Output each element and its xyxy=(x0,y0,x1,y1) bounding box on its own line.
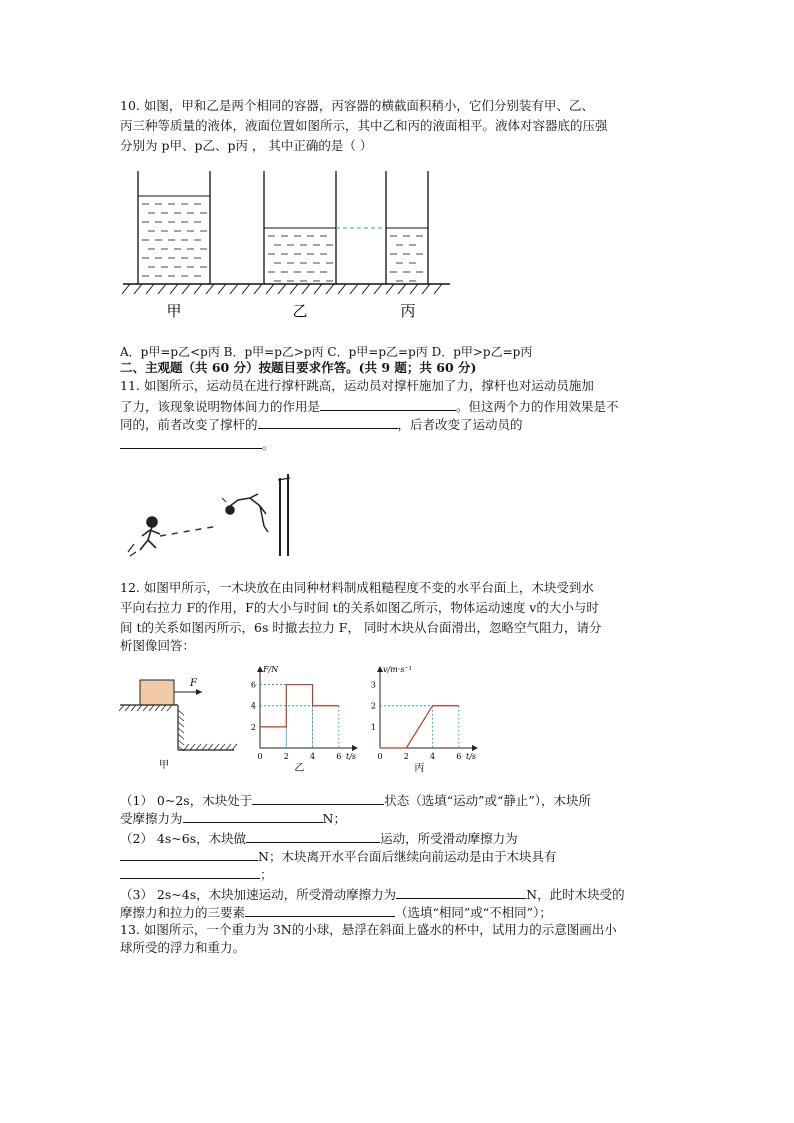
label-jia: 甲 xyxy=(166,302,182,320)
q10-line-1: 10. 如图，甲和乙是两个相同的容器，丙容器的横截面积稍小，它们分别装有甲、乙、 xyxy=(120,98,594,113)
ground-hatch xyxy=(410,284,418,294)
floor-hatch xyxy=(190,744,195,750)
pole-trajectory xyxy=(160,526,218,536)
q12-blank-6[interactable] xyxy=(396,884,526,899)
q12-sub3c: 摩擦力和拉力的三要素 xyxy=(120,905,246,920)
q12-line-1: 12. 如图甲所示，一木块放在由同种材料制成粗糙程度不变的水平台面上，木块受到水 xyxy=(120,580,594,595)
q12-blank-4[interactable] xyxy=(120,846,258,861)
wood-block xyxy=(140,680,174,705)
floor-hatch xyxy=(208,744,213,750)
ground-hatch xyxy=(254,284,262,294)
q12-sub2b: 运动，所受滑动摩擦力为 xyxy=(380,831,518,846)
table-hatch xyxy=(131,705,136,711)
q12-sub3d: （选填“相同”或“不相同”）； xyxy=(395,905,552,920)
table-hatch xyxy=(137,705,142,711)
fig-label-jia: 甲 xyxy=(159,760,169,771)
floor-hatch xyxy=(214,744,219,750)
q11-blank-2[interactable] xyxy=(258,414,398,429)
q12-line-3: 间 t的关系如图丙所示，6s 时撤去拉力 F， 同时木块从台面滑出，忽略空气阻力，请分 xyxy=(120,620,602,635)
q12-line-4: 析图像回答： xyxy=(120,638,196,653)
y-tick-label: 1 xyxy=(370,722,376,732)
ground-hatch xyxy=(242,284,250,294)
section-2-heading: 二、主观题（共 60 分）按题目要求作答。(共 9 题；共 60 分) xyxy=(120,360,477,375)
ground-hatch xyxy=(326,284,334,294)
pole-vault-figure xyxy=(118,470,308,560)
ground-hatch xyxy=(194,284,202,294)
x-tick-label: 0 xyxy=(377,752,383,761)
table-hatch xyxy=(167,705,172,711)
ground-hatch xyxy=(290,284,298,294)
y-tick-label: 3 xyxy=(370,680,376,690)
q12-sub3a: （3） 2s~4s，木块加速运动，所受滑动摩擦力为 xyxy=(120,887,397,902)
x-axis-arrow xyxy=(352,745,358,751)
containers-figure xyxy=(118,166,458,326)
table-hatch xyxy=(178,740,184,745)
q12-sub1d: N； xyxy=(322,811,346,826)
table-hatch xyxy=(178,728,184,733)
container-bing xyxy=(386,171,428,284)
ground-hatch xyxy=(386,284,394,294)
x-tick-label: 2 xyxy=(403,752,409,761)
x-tick-label: 6 xyxy=(336,752,342,761)
runner-sketch xyxy=(128,517,160,556)
ground-hatch xyxy=(362,284,370,294)
y-tick-label: 6 xyxy=(250,680,256,690)
q11-line-2b: 。但这两个力的作用效果是不 xyxy=(456,399,619,414)
ground-hatch xyxy=(434,284,442,294)
ground-hatch xyxy=(170,284,178,294)
ground-hatch xyxy=(182,284,190,294)
q12-sub1c: 受摩擦力为 xyxy=(120,811,183,826)
floor-hatch xyxy=(220,744,225,750)
table-hatch xyxy=(125,705,130,711)
table-hatch xyxy=(155,705,160,711)
force-label: F xyxy=(190,678,197,689)
velocity-time-chart xyxy=(364,664,484,772)
y-tick-label: 2 xyxy=(250,722,256,732)
table-hatch xyxy=(149,705,154,711)
q12-sub3b: N，此时木块受的 xyxy=(526,887,625,902)
ground-hatch xyxy=(350,284,358,294)
series-line xyxy=(380,706,459,748)
label-bing: 丙 xyxy=(400,302,416,320)
q11-blank-3[interactable] xyxy=(120,434,262,449)
table-hatch xyxy=(178,722,184,727)
ground-hatch xyxy=(398,284,406,294)
q13-line-1: 13. 如图所示，一个重力为 3N的小球，悬浮在斜面上盛水的杯中，试用力的示意图画出小 xyxy=(120,922,617,937)
q12-sub2d: ； xyxy=(260,867,273,882)
q11-line-4-end: 。 xyxy=(262,437,275,452)
q12-blank-2[interactable] xyxy=(183,808,323,823)
label-yi: 乙 xyxy=(292,302,308,320)
q12-blank-1[interactable] xyxy=(252,790,384,805)
ground-hatch xyxy=(422,284,430,294)
q12-sub1b: 状态（选填“运动”或“静止”），木块所 xyxy=(384,793,592,808)
q11-line-1: 11. 如图所示，运动员在进行撑杆跳高，运动员对撑杆施加了力，撑杆也对运动员施加 xyxy=(120,378,594,393)
q12-blank-3[interactable] xyxy=(246,828,380,843)
q11-line-4 xyxy=(120,434,680,455)
q12-sub2-line-3 xyxy=(120,864,680,885)
ground-hatch xyxy=(266,284,274,294)
q13-line-2: 球所受的浮力和重力。 xyxy=(120,940,246,955)
ground-hatch xyxy=(218,284,226,294)
table-hatch xyxy=(161,705,166,711)
jumper-sketch xyxy=(222,494,268,532)
x-tick-label: 2 xyxy=(283,752,289,761)
q10-line-2: 丙三种等质量的液体，液面位置如图所示，其中乙和丙的液面相平。液体对容器底的压强 xyxy=(120,118,608,133)
y-tick-label: 4 xyxy=(250,701,256,711)
table-hatch xyxy=(178,734,184,739)
ground-hatch xyxy=(374,284,382,294)
ground-hatch xyxy=(146,284,154,294)
chart-title: 乙 xyxy=(294,763,305,772)
floor-hatch xyxy=(184,744,189,750)
ground-hatch xyxy=(278,284,286,294)
x-tick-label: 4 xyxy=(310,752,316,761)
ground-hatch xyxy=(206,284,214,294)
floor-hatch xyxy=(226,744,231,750)
series-line xyxy=(260,685,339,727)
q12-blank-7[interactable] xyxy=(245,902,395,917)
q11-line-2a: 了力，该现象说明物体间力的作用是 xyxy=(120,399,321,414)
x-axis-arrow xyxy=(472,745,478,751)
table-hatch xyxy=(178,710,184,715)
x-tick-label: 0 xyxy=(257,752,263,761)
table-hatch xyxy=(143,705,148,711)
q12-line-2: 平向右拉力 F的作用，F的大小与时间 t的关系如图乙所示，物体运动速度 v的大小与时 xyxy=(120,600,599,615)
q12-sub2c: N；木块离开水平台面后继续向前运动是由于木块具有 xyxy=(258,849,557,864)
y-axis-label: v/m·s⁻¹ xyxy=(383,665,412,674)
x-tick-label: 6 xyxy=(456,752,462,761)
ground-hatch xyxy=(338,284,346,294)
floor-hatch xyxy=(232,744,237,750)
q12-blank-5[interactable] xyxy=(120,864,260,879)
table-hatch xyxy=(178,716,184,721)
q11-line-3a: 同的，前者改变了撑杆的 xyxy=(120,417,258,432)
ground-hatch xyxy=(158,284,166,294)
ground-hatch xyxy=(314,284,322,294)
container-jia xyxy=(138,171,210,284)
table-hatch xyxy=(119,705,124,711)
x-tick-label: 4 xyxy=(430,752,436,761)
x-axis-label: t/s xyxy=(466,752,477,761)
q11-blank-1[interactable] xyxy=(320,396,456,411)
ground-hatch xyxy=(134,284,142,294)
block-on-table-figure xyxy=(118,664,238,774)
floor-hatch xyxy=(196,744,201,750)
x-axis-label: t/s xyxy=(346,752,357,761)
q12-sub2a: （2） 4s~6s，木块做 xyxy=(120,831,247,846)
ground-hatch xyxy=(230,284,238,294)
ground-hatch xyxy=(302,284,310,294)
q10-options: A．p甲=p乙<p丙 B．p甲=p乙>p丙 C．p甲=p乙=p丙 D．p甲>p乙=p丙 xyxy=(120,345,533,359)
q12-sub1a: （1） 0~2s，木块处于 xyxy=(120,793,253,808)
chart-title: 丙 xyxy=(414,763,425,772)
y-tick-label: 2 xyxy=(370,701,376,711)
force-time-chart xyxy=(244,664,364,772)
q12-sub1-line-2 xyxy=(120,808,680,829)
y-axis-label: F/N xyxy=(263,665,279,674)
ground-hatch xyxy=(122,284,130,294)
q10-line-3: 分别为 p甲、p乙、p丙 ， 其中正确的是（ ） xyxy=(120,138,373,153)
high-jump-stands xyxy=(278,474,290,556)
q11-line-3 xyxy=(120,414,680,435)
container-yi xyxy=(264,171,336,284)
floor-hatch xyxy=(202,744,207,750)
q11-line-3b: ，后者改变了运动员的 xyxy=(397,417,523,432)
